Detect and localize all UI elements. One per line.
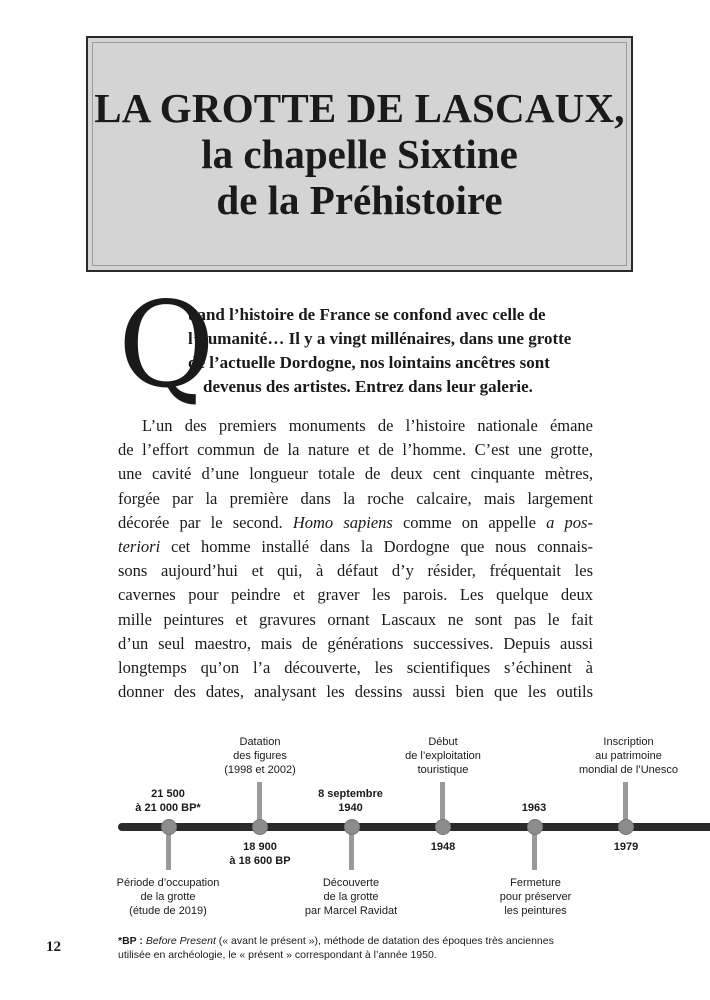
timeline-date: 21 500 à 21 000 BP*: [135, 788, 201, 814]
body-line: cavernes pour peindre et graver les parois. Les quelque deux: [118, 585, 593, 605]
footnote-term: Before Present: [145, 935, 216, 947]
title-line-3: de la Préhistoire: [216, 177, 503, 223]
body-line: donner des dates, analysant les dessins aussi bien que les outils: [118, 682, 593, 702]
body-line: mille peintures et gravures ornant Lascaux ne sont pas le fait: [118, 609, 593, 629]
intro-paragraph: [118, 303, 593, 403]
body-line: forgée par la première dans la roche calcaire, mais largement: [118, 488, 593, 508]
timeline-dot: [252, 819, 268, 835]
intro-line: devenus des artistes. Entrez dans leur galerie.: [203, 377, 533, 396]
timeline-event-label: Début de l’exploitation touristique: [405, 736, 481, 776]
body-line: d’un seul maestro, mais de générations successives. Depuis aussi: [118, 633, 593, 653]
timeline-stem: [440, 782, 445, 824]
body-line: sons aujourd’hui et qui, à défaut d’y résider, fréquentait les: [118, 561, 593, 581]
title-line-2: la chapelle Sixtine: [201, 131, 518, 177]
body-paragraph: [118, 414, 593, 704]
title-line-1: LA GROTTE DE LASCAUX,: [94, 85, 625, 131]
intro-line: uand l’histoire de France se confond avec celle de: [188, 305, 546, 324]
footnote-marker: *BP :: [118, 935, 146, 947]
timeline-date: 1948: [430, 841, 456, 853]
timeline-event-label: Inscription au patrimoine mondial de l’Unesco: [578, 736, 679, 776]
timeline-date: 1963: [521, 802, 547, 814]
timeline-dot: [344, 819, 360, 835]
body-line: une cavité d’une longueur totale de deux cent cinquante mètres,: [118, 464, 593, 484]
timeline-date: 8 septembre 1940: [318, 788, 383, 814]
footnote-text: (« avant le présent »), méthode de datation des époques très anciennes: [215, 935, 554, 947]
body-line: décorée par le second. Homo sapiens comme on appelle a pos-: [118, 512, 593, 532]
timeline-stem: [623, 782, 628, 824]
timeline-stem: [349, 830, 354, 870]
timeline-dot: [435, 819, 451, 835]
timeline-date: 1979: [613, 841, 639, 853]
timeline-event-label: Fermeture pour préserver les peintures: [499, 877, 572, 917]
body-line: teriori cet homme installé dans la Dordogne que nous connais-: [118, 536, 593, 556]
footnote: [118, 934, 578, 962]
timeline-stem: [257, 782, 262, 824]
body-line: longtemps qu’on l’a découverte, les scientifiques s’échinent à: [118, 657, 593, 677]
timeline-event-label: Datation des figures (1998 et 2002): [224, 736, 296, 776]
body-line: L’un des premiers monuments de l’histoire nationale émane: [142, 416, 593, 435]
timeline-date: 18 900 à 18 600 BP: [229, 841, 291, 867]
timeline-stem: [166, 830, 171, 870]
timeline-event-label: Période d’occupation de la grotte (étude de 2019): [116, 877, 220, 917]
page-number: 12: [46, 939, 61, 955]
timeline-dot: [161, 819, 177, 835]
intro-line: de l’actuelle Dordogne, nos lointains ancêtres sont: [188, 353, 550, 372]
footnote-text: utilisée en archéologie, le « présent » correspondant à l’année 1950.: [118, 949, 437, 961]
timeline-dot: [618, 819, 634, 835]
title-box: [86, 36, 633, 272]
drop-cap: Q: [118, 276, 215, 414]
intro-line: l’humanité… Il y a vingt millénaires, dans une grotte: [188, 329, 572, 348]
timeline-dot: [527, 819, 543, 835]
body-line: de l’effort commun de la nature et de l’homme. C’est une grotte,: [118, 440, 593, 460]
timeline-event-label: Découverte de la grotte par Marcel Ravidat: [304, 877, 398, 917]
timeline-stem: [532, 830, 537, 870]
